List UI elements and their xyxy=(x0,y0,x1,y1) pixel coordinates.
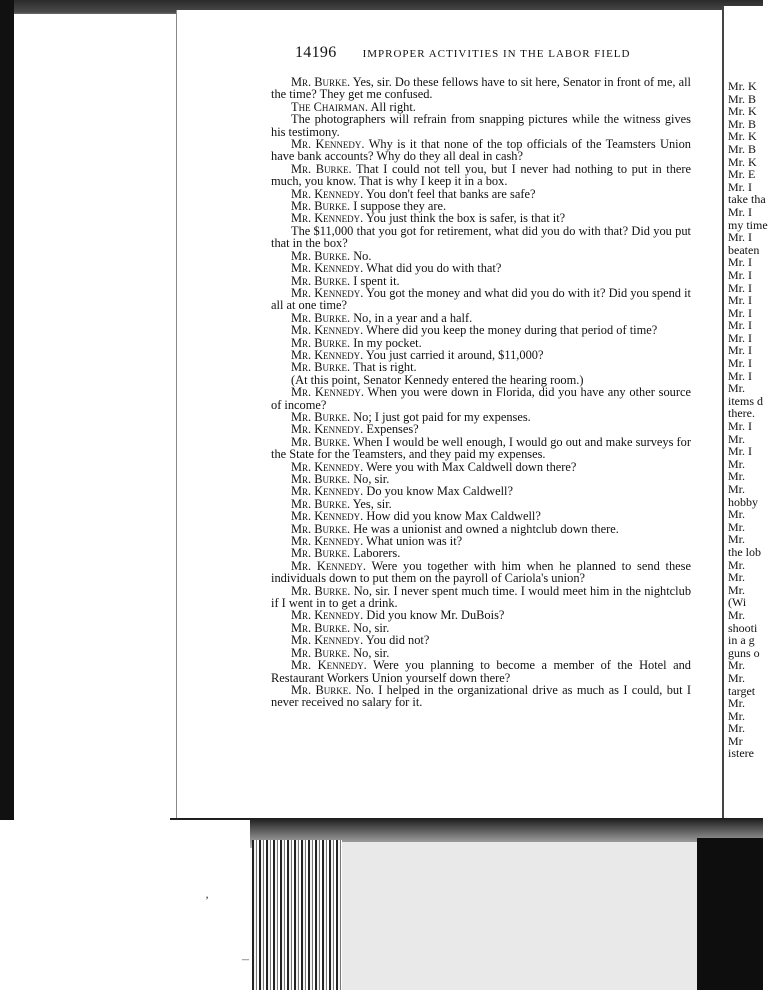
right-page-line: beaten xyxy=(728,242,760,257)
speech-text: Were you planning to become a member of the Hotel and Restaurant Workers Union yourself down there? xyxy=(271,658,691,685)
right-page-line: shooti xyxy=(728,620,758,635)
right-page-line: Mr. B xyxy=(728,91,757,106)
speech-text: No, sir. xyxy=(353,645,390,660)
speech-text: Where did you keep the money during that period of time? xyxy=(366,323,658,338)
transcript-paragraph xyxy=(271,560,691,585)
speaker-name: Mr. Kennedy. xyxy=(291,459,364,474)
right-page-line: guns o xyxy=(728,645,760,660)
speaker-name: Mr. Kennedy. xyxy=(291,211,364,226)
speech-text: You just carried it around, $11,000? xyxy=(365,347,544,362)
speech-text: What did you do with that? xyxy=(366,261,502,276)
speaker-name: Mr. Kennedy. xyxy=(291,608,364,623)
right-page-line: in a g xyxy=(728,633,755,648)
scan-bottom-mid xyxy=(342,842,697,990)
right-page-line: Mr. xyxy=(728,658,746,673)
speech-text: You just think the box is safer, is that it? xyxy=(365,211,566,226)
speaker-name: Mr. Burke. xyxy=(291,199,351,214)
speaker-name: Mr. Kennedy. xyxy=(291,422,364,437)
right-page-line: Mr. I xyxy=(728,280,752,295)
right-page-line: Mr. xyxy=(728,381,746,396)
speaker-name: Mr. Kennedy. xyxy=(291,323,364,338)
right-page-line: Mr. K xyxy=(728,129,757,144)
margin-mark: ’ xyxy=(205,893,209,907)
transcript-paragraph xyxy=(271,287,691,312)
right-page-line: Mr. I xyxy=(728,318,752,333)
right-page-text xyxy=(728,79,768,761)
speech-text: Expenses? xyxy=(366,422,419,437)
speaker-name: Mr. Kennedy. xyxy=(291,534,364,549)
speaker-name: Mr. Kennedy. xyxy=(291,261,364,276)
right-page-line: Mr. B xyxy=(728,116,757,131)
speaker-name: Mr. Burke. xyxy=(291,75,351,89)
page-number: 14196 xyxy=(295,44,337,61)
right-page-line: Mr. xyxy=(728,482,746,496)
right-page-line: Mr. xyxy=(728,469,746,484)
transcript-paragraph xyxy=(271,659,691,684)
right-page-line: Mr. I xyxy=(728,255,752,270)
speech-text: You don't feel that banks are safe? xyxy=(365,186,536,201)
transcript-paragraph xyxy=(271,386,691,411)
speaker-name: The Chairman. xyxy=(291,99,369,114)
speaker-name: Mr. Kennedy. xyxy=(291,285,364,300)
transcript-paragraph xyxy=(271,585,691,610)
speaker-name: Mr. Burke. xyxy=(291,360,351,375)
right-page-line: the lob xyxy=(728,544,761,559)
speaker-name: Mr. Burke. xyxy=(291,645,351,660)
right-page-line: there. xyxy=(728,406,755,421)
speaker-name: Mr. Burke. xyxy=(291,310,351,325)
speaker-name: Mr. Kennedy. xyxy=(291,186,364,201)
right-page-line: Mr. xyxy=(728,431,746,446)
right-page-line: take tha xyxy=(728,192,766,207)
speaker-name: Mr. Burke. xyxy=(291,248,351,263)
speech-text: That is right. xyxy=(352,360,417,375)
speaker-name: Mr. Burke. xyxy=(291,496,351,511)
right-page-line: Mr. I xyxy=(728,368,752,383)
right-page-line: Mr. xyxy=(728,557,746,572)
right-page-line: Mr. I xyxy=(728,343,752,358)
speech-text: When you were down in Florida, did you have any other source of income? xyxy=(271,385,691,412)
speech-text: No, sir. xyxy=(353,472,390,486)
speech-text: You got the money and what did you do with it? Did you spend it all at one time? xyxy=(271,285,691,313)
speech-text: How did you know Max Caldwell? xyxy=(366,509,541,524)
speaker-name: Mr. Burke. xyxy=(291,620,351,635)
transcript-paragraph xyxy=(271,113,691,138)
speaker-name: Mr. Kennedy. xyxy=(291,633,364,648)
speaker-name: Mr. Kennedy. xyxy=(291,484,364,499)
right-page-line: Mr. xyxy=(728,582,746,597)
speaker-name: Mr. Kennedy. xyxy=(291,658,367,673)
transcript-paragraph xyxy=(271,436,691,461)
right-page-line: istere xyxy=(728,746,754,761)
right-page-line: Mr. xyxy=(728,570,746,585)
speech-text: All right. xyxy=(370,99,416,114)
speech-text: I spent it. xyxy=(353,273,400,288)
margin-mark: – xyxy=(242,952,249,967)
speech-text: That I could not tell you, but I never had nothing to put in there much, you know. That is why I keep it in a box. xyxy=(271,161,692,189)
right-page-line: Mr. I xyxy=(728,444,752,459)
speech-text: Yes, sir. xyxy=(352,496,392,511)
right-page-line: Mr. I xyxy=(728,204,752,219)
right-page-line: Mr. I xyxy=(728,356,752,371)
right-page-line: Mr. I xyxy=(728,305,752,320)
scan-bottom-left xyxy=(0,820,250,990)
right-page-line: Mr. E xyxy=(728,167,756,182)
speaker-name: Mr. Burke. xyxy=(291,409,351,424)
speech-text: Were you together with him when he planned to send these individuals down to put them on the payroll of Cariola's union? xyxy=(271,558,691,586)
right-page-line: Mr. B xyxy=(728,141,757,156)
right-page-line: Mr. xyxy=(728,507,746,522)
right-page-line: hobby xyxy=(728,494,758,509)
speaker-name: Mr. Kennedy. xyxy=(291,385,364,400)
right-page-line: Mr. xyxy=(728,721,746,736)
right-page-line: Mr. I xyxy=(728,419,752,434)
right-page-line: Mr. I xyxy=(728,230,752,245)
right-page-line: Mr. xyxy=(728,519,746,534)
speech-text: When I would be well enough, I would go out and make surveys for the State for the Teamsters, and they paid my expenses. xyxy=(271,434,692,462)
right-page-line: Mr xyxy=(728,733,743,748)
speaker-name: Mr. Burke. xyxy=(291,472,351,486)
left-page-margin xyxy=(14,14,181,822)
speaker-name: Mr. Burke. xyxy=(291,521,351,536)
transcript-paragraph xyxy=(271,684,691,709)
transcript-body xyxy=(271,76,691,709)
speaker-name: Mr. Kennedy. xyxy=(291,347,364,362)
scan-bottom-right xyxy=(697,838,763,990)
speech-text: No; I just got paid for my expenses. xyxy=(353,409,531,424)
right-page-line: my time xyxy=(728,217,768,232)
transcript-paragraph xyxy=(271,138,691,163)
speech-text: Why is it that none of the top officials of the Teamsters Union have bank accounts? Why do they all deal in cash? xyxy=(271,137,691,164)
speech-text: Were you with Max Caldwell down there? xyxy=(366,459,577,474)
speaker-name: Mr. Kennedy. xyxy=(291,509,364,524)
right-page-line: Mr. K xyxy=(728,154,757,169)
right-page-line: Mr. xyxy=(728,696,746,711)
running-title: IMPROPER ACTIVITIES IN THE LABOR FIELD xyxy=(362,48,631,60)
transcript-paragraph xyxy=(271,76,691,101)
right-page-line: Mr. I xyxy=(728,330,752,345)
transcript-paragraph xyxy=(271,225,691,250)
speaker-name: Mr. Burke. xyxy=(291,434,351,449)
right-page-line: Mr. K xyxy=(728,79,757,93)
right-page-line: (Wi xyxy=(728,595,747,610)
speech-text: Did you know Mr. DuBois? xyxy=(366,608,505,623)
speech-text: No, sir. xyxy=(353,620,390,635)
speech-text: He was a unionist and owned a nightclub down there. xyxy=(353,521,619,536)
speaker-name: Mr. Burke. xyxy=(291,273,351,288)
speech-text: No. I helped in the organizational drive as much as I could, but I never received no salary for it. xyxy=(271,682,691,710)
speaker-name: Mr. Burke. xyxy=(291,583,351,598)
speaker-name: Mr. Burke. xyxy=(291,546,351,561)
right-page-line: Mr. I xyxy=(728,179,752,194)
speech-text: No, sir. I never spent much time. I would meet him in the nightclub if I went in to get a drink. xyxy=(271,583,692,611)
right-page-line: Mr. xyxy=(728,708,746,723)
speaker-name: Mr. Burke. xyxy=(291,682,352,697)
right-page-line: Mr. K xyxy=(728,104,757,119)
speech-text: The photographers will refrain from snapping pictures while the witness gives his testimony. xyxy=(271,112,691,139)
speech-text: No, in a year and a half. xyxy=(353,310,473,325)
book-binding xyxy=(252,840,342,990)
speaker-name: Mr. Burke. xyxy=(291,335,351,350)
speech-text: I suppose they are. xyxy=(353,199,447,214)
right-page-line: target xyxy=(728,683,756,698)
speaker-name: Mr. Burke. xyxy=(291,161,352,176)
speech-text: What union was it? xyxy=(366,534,463,549)
speech-text: Do you know Max Caldwell? xyxy=(366,484,513,499)
speaker-name: Mr. Kennedy. xyxy=(291,558,366,573)
right-page-line: items d xyxy=(728,393,763,408)
speech-text: You did not? xyxy=(365,633,430,648)
speaker-name: Mr. Kennedy. xyxy=(291,137,365,152)
right-page-line: Mr. xyxy=(728,670,746,685)
page-header xyxy=(295,44,630,62)
speech-text: Laborers. xyxy=(353,546,401,561)
speech-text: In my pocket. xyxy=(353,335,422,350)
speech-text: The $11,000 that you got for retirement, what did you do with that? Did you put that in the box? xyxy=(271,223,691,251)
right-page-line: Mr. I xyxy=(728,267,752,282)
speech-text: (At this point, Senator Kennedy entered the hearing room.) xyxy=(291,372,584,387)
speech-text: Yes, sir. Do these fellows have to sit here, Senator in front of me, all the time? They get me confused. xyxy=(271,75,691,102)
speech-text: No. xyxy=(353,248,372,263)
right-page-line: Mr. I xyxy=(728,293,752,308)
transcript-paragraph xyxy=(271,163,691,188)
right-page-line: Mr. xyxy=(728,456,746,471)
right-page-line: Mr. xyxy=(728,607,746,622)
right-page-line: Mr. xyxy=(728,532,746,547)
